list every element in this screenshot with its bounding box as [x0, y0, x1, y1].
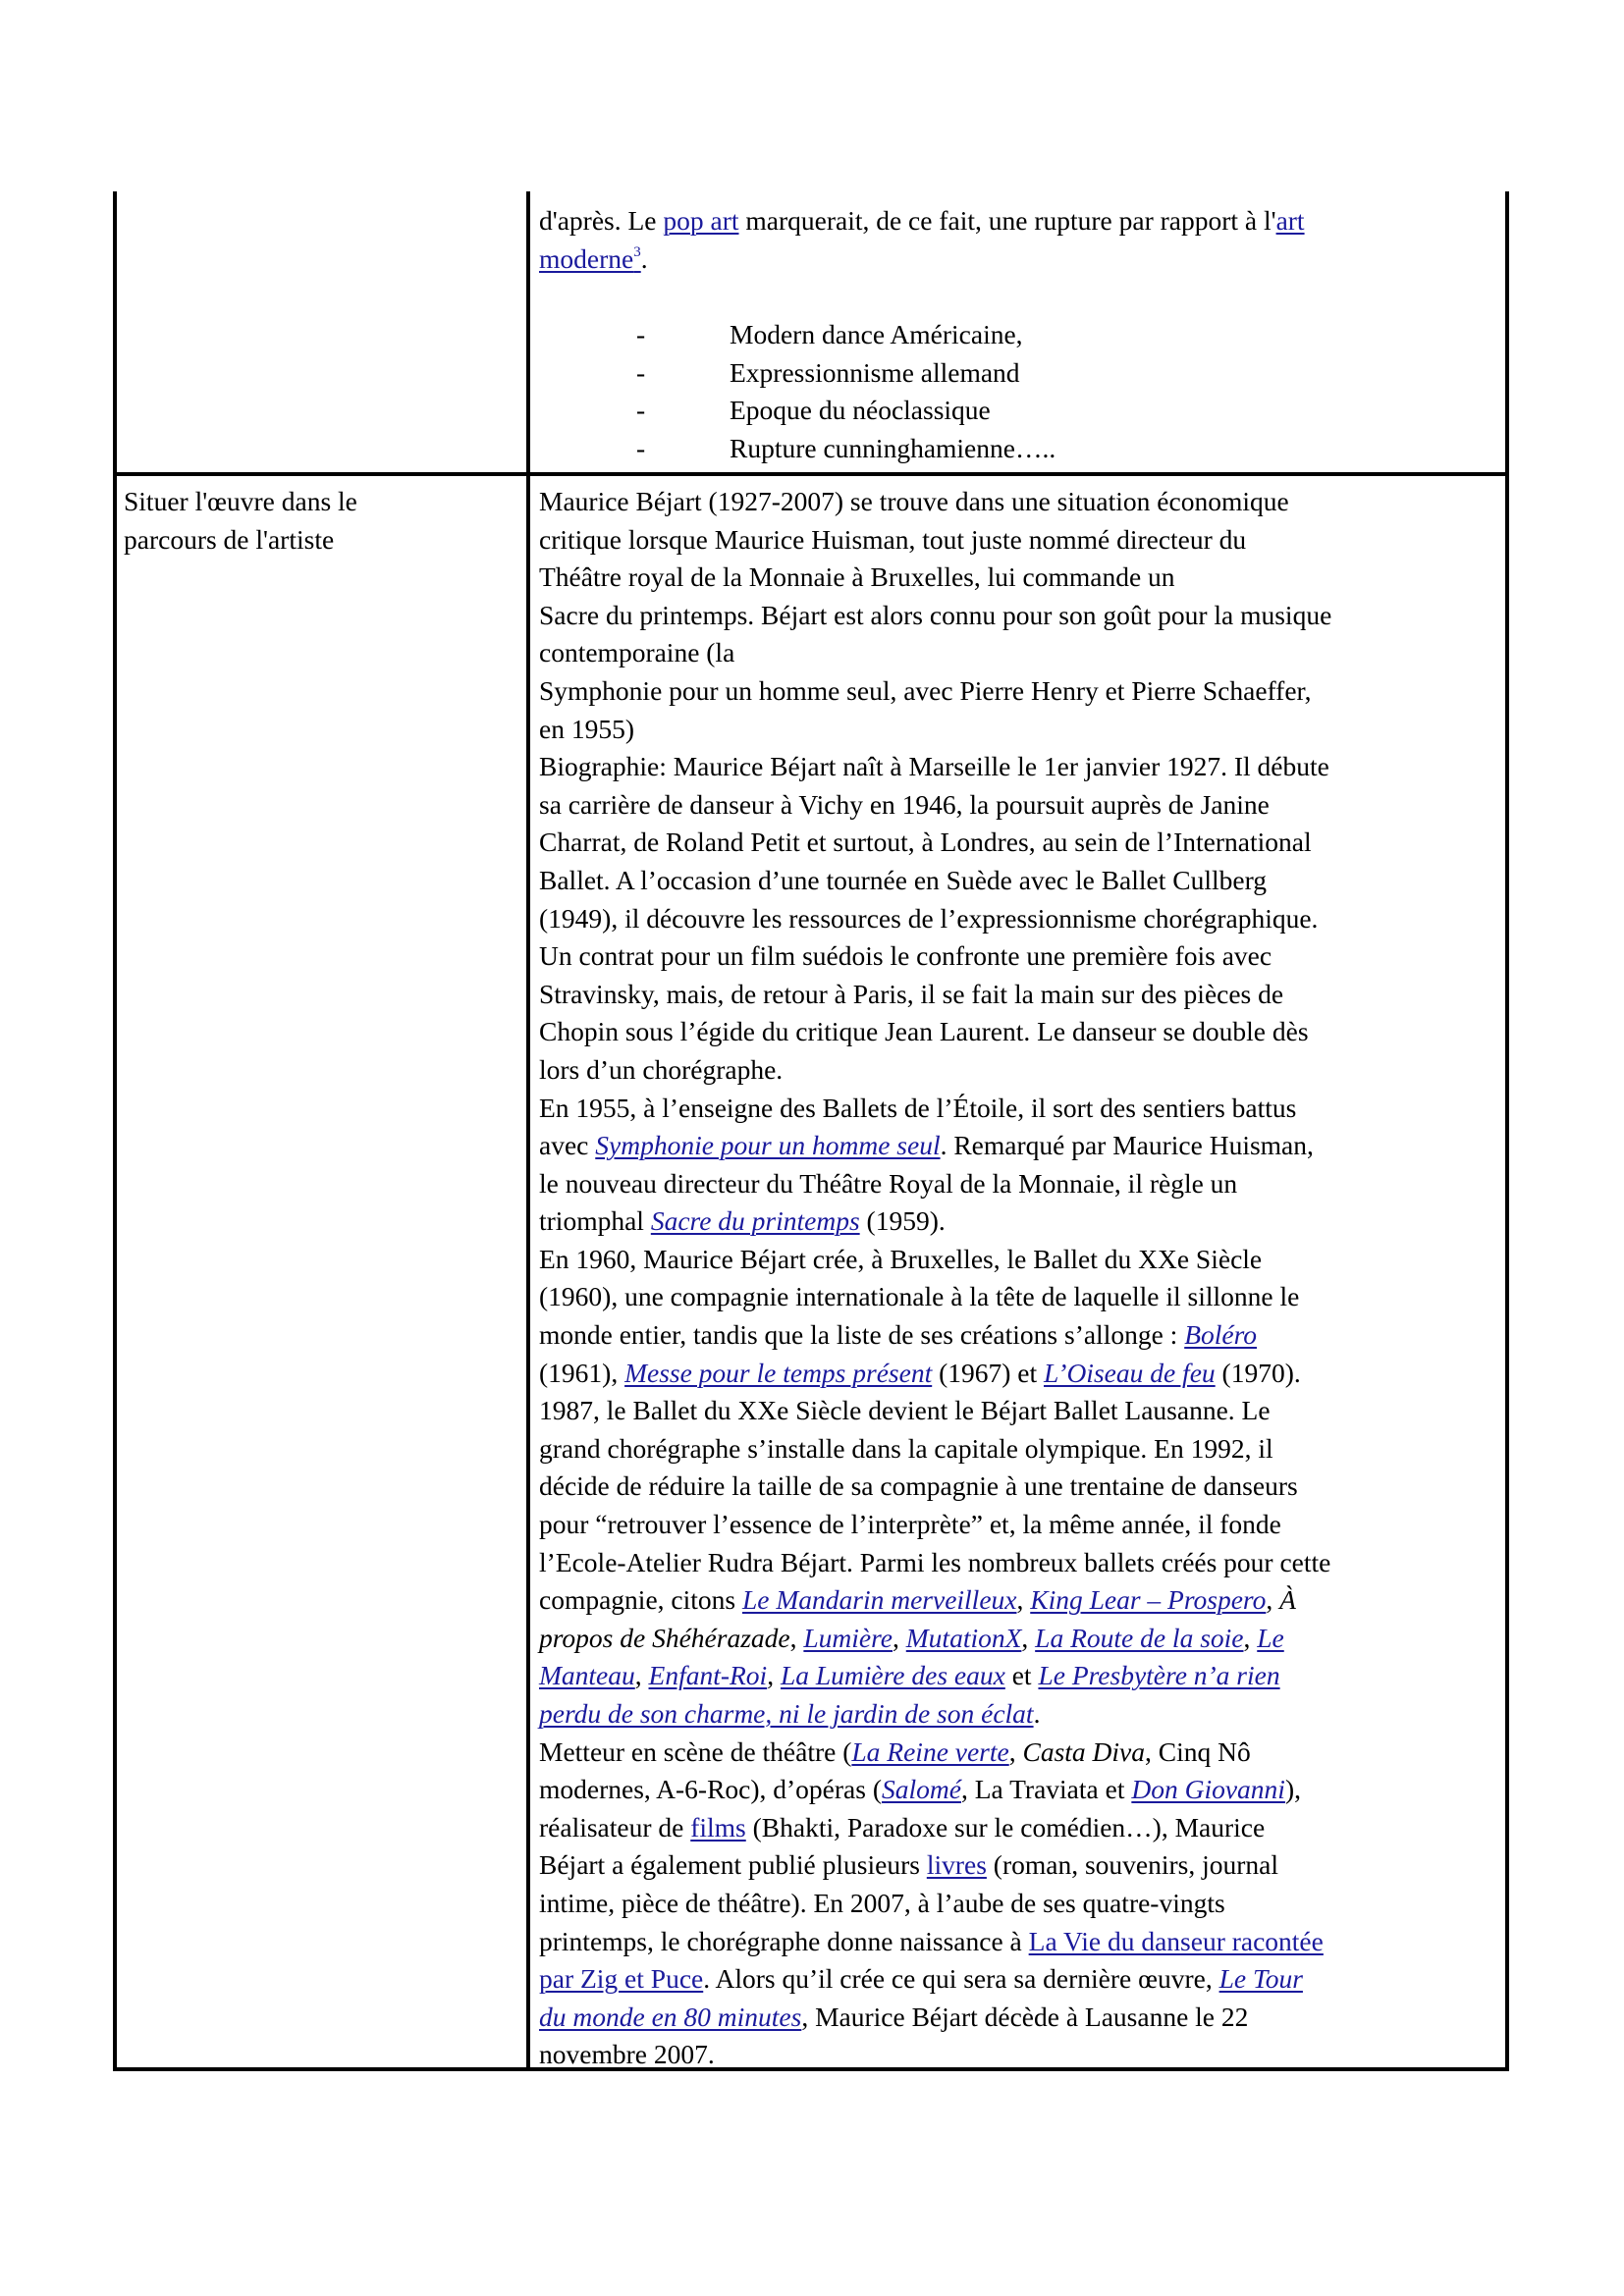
text-line: (1961), Messe pour le temps présent (1967) et L’Oiseau de feu (1970). — [539, 1357, 1301, 1388]
link-tour-du-monde-cont[interactable]: du monde en 80 minutes — [539, 2001, 802, 2032]
text-line: décide de réduire la taille de sa compagnie à une trentaine de danseurs — [539, 1470, 1298, 1502]
link-presbytere-cont[interactable]: perdu de son charme, ni le jardin de son éclat — [539, 1698, 1034, 1729]
text-line: perdu de son charme, ni le jardin de son éclat. — [539, 1698, 1041, 1729]
dash-bullet-icon: - — [636, 319, 646, 349]
row2-label-cell — [124, 483, 357, 559]
text-line: novembre 2007. — [539, 2039, 715, 2070]
link-mutationx[interactable]: MutationX — [905, 1622, 1022, 1653]
link-route-de-la-soie[interactable]: La Route de la soie — [1035, 1622, 1244, 1653]
text-line: Ballet. A l’occasion d’une tournée en Suède avec le Ballet Cullberg — [539, 864, 1267, 895]
link-le-manteau-cont[interactable]: Manteau — [539, 1660, 635, 1691]
text-line: Stravinsky, mais, de retour à Paris, il se fait la main sur des pièces de — [539, 978, 1284, 1009]
text-line: lors d’un chorégraphe. — [539, 1053, 784, 1085]
link-enfant-roi[interactable]: Enfant-Roi — [648, 1660, 768, 1691]
link-films[interactable]: films — [690, 1811, 746, 1842]
link-art-moderne-cont[interactable]: moderne$^3$ — [539, 242, 641, 274]
text-line: pour “retrouver l’essence de l’interprète” et, la même année, il fonde — [539, 1509, 1281, 1540]
text-line: Biographie: Maurice Béjart naît à Marseille le 1er janvier 1927. Il débute — [539, 751, 1329, 782]
text-line: moderne$^3$. — [539, 242, 648, 274]
text-line: En 1955, à l’enseigne des Ballets de l’Étoile, il sort des sentiers battus — [539, 1092, 1297, 1123]
text-line: Béjart a également publié plusieurs livres (roman, souvenirs, journal — [539, 1849, 1279, 1881]
text-line: triomphal Sacre du printemps (1959). — [539, 1205, 946, 1237]
text-line: (1960), une compagnie internationale à la tête de laquelle il sillonne le — [539, 1281, 1300, 1312]
link-sacre-du-printemps[interactable]: Sacre du printemps — [650, 1205, 860, 1237]
text-line: monde entier, tandis que la liste de ses créations s’allonge : Boléro — [539, 1319, 1258, 1351]
text-line: grand chorégraphe s’installe dans la capitale olympique. En 1992, il — [539, 1432, 1273, 1464]
dash-bullet-icon: - — [636, 356, 646, 388]
footnote-marker: 3 — [633, 243, 641, 260]
link-la-reine-verte[interactable]: La Reine verte — [851, 1735, 1009, 1767]
link-presbytere[interactable]: Le Presbytère n’a rien — [1038, 1660, 1280, 1691]
text-line: contemporaine (la — [539, 637, 735, 668]
text-line: printemps, le chorégraphe donne naissance à La Vie du danseur racontée — [539, 1925, 1324, 1956]
text-line: Chopin sous l’égide du critique Jean Laurent. Le danseur se double dès — [539, 1016, 1309, 1047]
text-line: par Zig et Puce. Alors qu’il crée ce qui sera sa dernière œuvre, Le Tour — [539, 1963, 1303, 1995]
link-symphonie-pour-un-homme-seul[interactable]: Symphonie pour un homme seul — [595, 1130, 941, 1161]
row-label-line: parcours de l'artiste — [124, 523, 335, 555]
text-line: sa carrière de danseur à Vichy en 1946, la poursuit auprès de Janine — [539, 788, 1270, 820]
link-lumiere[interactable]: Lumière — [803, 1622, 893, 1653]
text-line: le nouveau directeur du Théâtre Royal de la Monnaie, il règle un — [539, 1167, 1238, 1199]
link-pop-art[interactable]: pop art — [663, 205, 739, 236]
link-vie-du-danseur[interactable]: La Vie du danseur racontée — [1028, 1925, 1324, 1956]
text-line: Maurice Béjart (1927-2007) se trouve dans une situation économique — [539, 486, 1289, 516]
link-salome[interactable]: Salomé — [882, 1774, 961, 1805]
table-row-divider — [113, 472, 1509, 476]
row2-content-cell — [539, 483, 1331, 2074]
text-line: Manteau, Enfant-Roi, La Lumière des eaux et Le Presbytère n’a rien — [539, 1660, 1280, 1691]
link-art-moderne[interactable]: art — [1275, 205, 1305, 236]
text-line: avec Symphonie pour un homme seul. Remarqué par Maurice Huisman, — [539, 1130, 1314, 1161]
dash-bullet-icon: - — [636, 432, 646, 463]
text-line: En 1960, Maurice Béjart crée, à Bruxelles, le Ballet du XXe Siècle — [539, 1243, 1263, 1274]
link-bolero[interactable]: Boléro — [1184, 1319, 1258, 1351]
text-line: réalisateur de films (Bhakti, Paradoxe sur le comédien…), Maurice — [539, 1811, 1266, 1842]
text-line: Théâtre royal de la Monnaie à Bruxelles, lui commande un — [539, 561, 1175, 593]
text-line: Charrat, de Roland Petit et surtout, à Londres, au sein de l’International — [539, 827, 1312, 858]
link-oiseau-de-feu[interactable]: L’Oiseau de feu — [1044, 1357, 1216, 1388]
text-line: Sacre du printemps. Béjart est alors connu pour son goût pour la musique — [539, 599, 1332, 630]
text-line: Metteur en scène de théâtre (La Reine verte, Casta Diva, Cinq Nô — [539, 1735, 1251, 1767]
text-line: propos de Shéhérazade, Lumière, MutationX, La Route de la soie, Le — [539, 1622, 1284, 1653]
text-line: intime, pièce de théâtre). En 2007, à l’aube de ses quatre-vingts — [539, 1887, 1225, 1918]
link-livres[interactable]: livres — [926, 1849, 987, 1881]
text-line: en 1955) — [539, 713, 634, 744]
row-label-line: Situer l'œuvre dans le — [124, 486, 357, 516]
link-tour-du-monde[interactable]: Le Tour — [1218, 1963, 1303, 1995]
document-page: d'après. Le pop art marquerait, de ce fait, une rupture par rapport à l'art moderne$^3$. - Modern dance Américaine, - Expressionnisme allemand - Epoque du néoclassique - Rupture cunninghamienne….. Situer l'œuvre dans le parcours de l'artiste Maurice Béjart (1927-2007) se trouve dans une situation économique critique lorsque Maurice Huisman, tout juste nommé directeur du Théâtre royal de la Monnaie à Bruxelles, lui commande un Sacre du printemps. Béjart est alors connu pour son goût pour la musique contemporaine (la Symphonie pour un homme seul, avec Pierre Henry et Pierre Schaeffer, en 1955) Biographie: Maurice Béjart naît à Marseille le 1er janvier 1927. Il débute sa carrière de danseur à Vichy en 1946, la poursuit auprès de Janine Charrat, de Roland Petit et surtout, à Londres, au sein de l’International Ballet. A l’occasion d’une tournée en Suède avec le Ballet Cullberg (1949), il découvre les ressources de l’expressionnisme chorégraphique. Un contrat pour un film suédois le confronte une première fois avec Stravinsky, mais, de retour à Paris, il se fait la main sur des pièces de Chopin sous l’égide du critique Jean Laurent. Le danseur se double dès lors d’un chorégraphe. En 1955, à l’enseigne des Ballets de l’Étoile, il sort des sentiers battus avec Symphonie pour un homme seul. Remarqué par Maurice Huisman, le nouveau directeur du Théâtre Royal de la Monnaie, il règle un triomphal Sacre du printemps (1959). En 1960, Maurice Béjart crée, à Bruxelles, le Ballet du XXe Siècle (1960), une compagnie internationale à la tête de laquelle il sillonne le monde entier, tandis que la liste de ses créations s’allonge : Boléro (1961), Messe pour le temps présent (1967) et L’Oiseau de feu (1970). 1987, le Ballet du XXe Siècle devient le Béjart Ballet Lausanne. Le grand chorégraphe s’installe dans la capitale olympique. En 1992, il décide de réduire la taille de sa compagnie à une trentaine de danseurs pour “retrouver l’essence de l’interprète” et, la même année, il fonde l’Ecole-Atelier Rudra Béjart. Parmi les nombreux ballets créés pour cette compagnie, citons Le Mandarin merveilleux, King Lear – Prospero, À propos de Shéhérazade, Lumière, MutationX, La Route de la soie, Le Manteau, Enfant-Roi, La Lumière des eaux et Le Presbytère n’a rien perdu de son charme, ni le jardin de son éclat. Metteur en scène de théâtre (La Reine verte, Casta Diva, Cinq Nô modernes, A-6-Roc), d’opéras (Salomé, La Traviata et Don Giovanni), réalisateur de films (Bhakti, Paradoxe sur le comédien…), Maurice Béjart a également publié plusieurs livres (roman, souvenirs, journal intime, pièce de théâtre). En 2007, à l’aube de ses quatre-vingts printemps, le chorégraphe donne naissance à La Vie du danseur racontée par Zig et Puce. Alors qu’il crée ce qui sera sa dernière œuvre, Le Tour du monde en 80 minutes, Maurice Béjart décède à Lausanne le 22 novembre 2007. — [0, 0, 1624, 2296]
text-line: Un contrat pour un film suédois le confronte une première fois avec — [539, 940, 1272, 972]
link-mandarin-merveilleux[interactable]: Le Mandarin merveilleux — [741, 1584, 1017, 1616]
text-line: l’Ecole-Atelier Rudra Béjart. Parmi les nombreux ballets créés pour cette — [539, 1546, 1331, 1577]
link-king-lear-prospero[interactable]: King Lear – Prospero — [1030, 1584, 1267, 1616]
text-line: Symphonie pour un homme seul, avec Pierre Henry et Pierre Schaeffer, — [539, 674, 1312, 706]
text-line: d'après. Le pop art marquerait, de ce fait, une rupture par rapport à l'art — [539, 205, 1305, 236]
link-lumiere-des-eaux[interactable]: La Lumière des eaux — [780, 1660, 1005, 1691]
text-line: (1949), il découvre les ressources de l’expressionnisme chorégraphique. — [539, 902, 1319, 934]
text-line: compagnie, citons Le Mandarin merveilleux, King Lear – Prospero, À — [539, 1584, 1296, 1616]
text-line: 1987, le Ballet du XXe Siècle devient le Béjart Ballet Lausanne. Le — [539, 1395, 1271, 1426]
link-messe-pour-le-temps-present[interactable]: Messe pour le temps présent — [624, 1357, 933, 1388]
link-le-manteau[interactable]: Le — [1257, 1622, 1284, 1653]
text-line: du monde en 80 minutes, Maurice Béjart décède à Lausanne le 22 — [539, 2001, 1249, 2032]
text-line: modernes, A-6-Roc), d’opéras (Salomé, La Traviata et Don Giovanni), — [539, 1774, 1301, 1805]
link-don-giovanni[interactable]: Don Giovanni — [1131, 1774, 1285, 1805]
dash-bullet-icon: - — [636, 395, 646, 426]
text-line: critique lorsque Maurice Huisman, tout juste nommé directeur du — [539, 523, 1247, 555]
link-vie-du-danseur-cont[interactable]: par Zig et Puce — [539, 1963, 704, 1995]
row1-content-cell — [539, 202, 1305, 278]
